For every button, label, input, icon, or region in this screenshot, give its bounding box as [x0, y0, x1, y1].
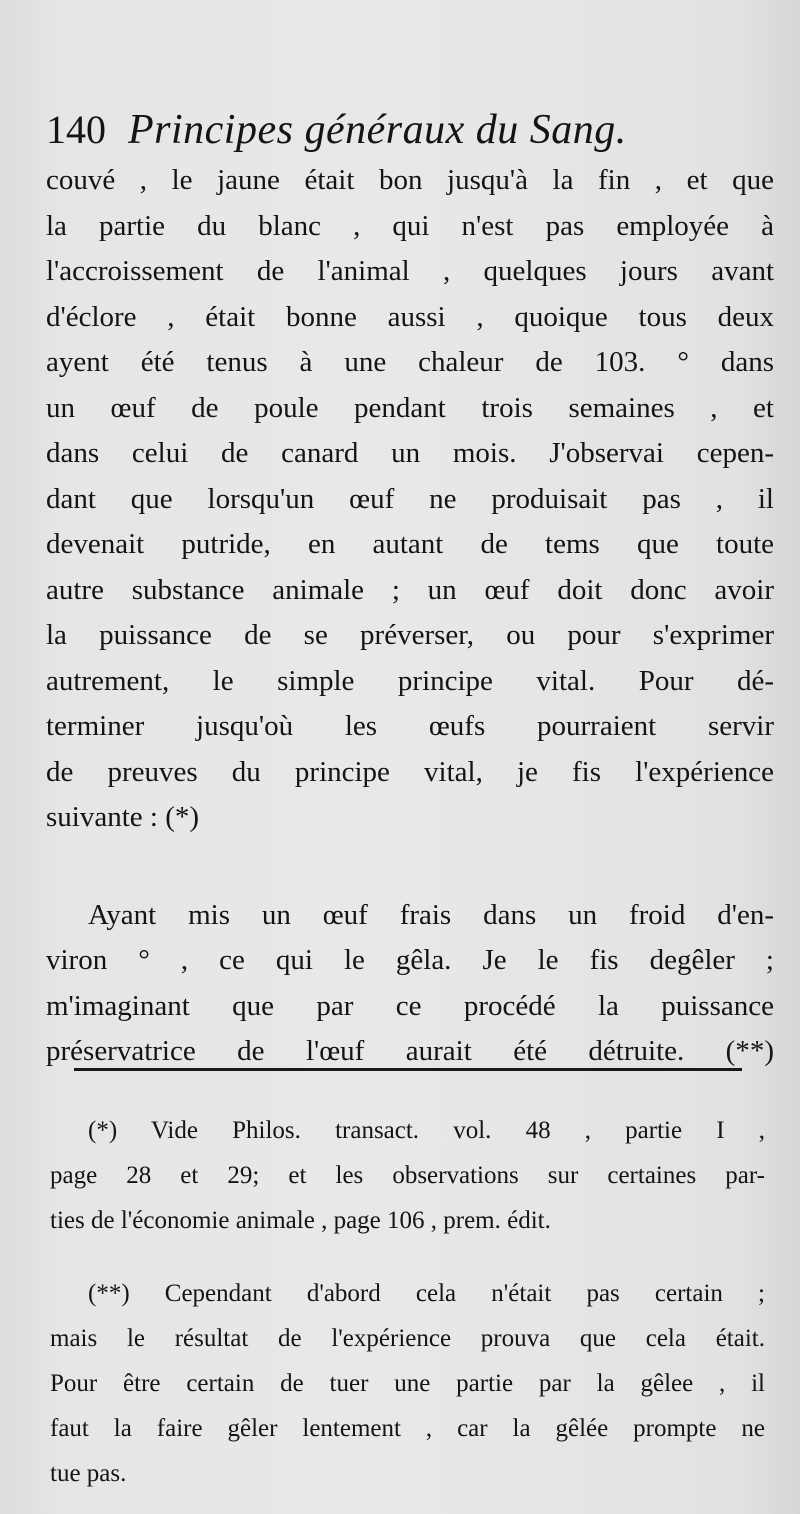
text-line: dans celui de canard un mois. J'observai cepen- [46, 437, 774, 469]
running-title: Principes généraux du Sang. [128, 107, 627, 153]
text-line: de preuves du principe vital, je fis l'expérience [46, 755, 774, 788]
page-header [46, 102, 766, 158]
footnote-line: faut la faire gêler lentement , car la gêlée prompte ne [50, 1415, 765, 1442]
main-text [46, 158, 774, 1075]
footnotes [50, 1108, 765, 1496]
text-line: la puissance de se préverser, ou pour s'exprimer [46, 619, 774, 651]
footnote-line: ties de l'économie animale , page 106 , prem. édit. [50, 1207, 551, 1234]
text-line: Ayant mis un œuf frais dans un froid d'en- [88, 898, 774, 931]
footnote-1 [50, 1108, 765, 1243]
paragraph-gap [46, 841, 774, 893]
text-line: ayent été tenus à une chaleur de 103. ° dans [46, 346, 774, 378]
footnote-line: (**) Cependant d'abord cela n'était pas certain ; [88, 1280, 765, 1307]
footnote-line: mais le résultat de l'expérience prouva que cela était. [50, 1325, 765, 1352]
text-line: d'éclore , était bonne aussi , quoique tous deux [46, 300, 774, 333]
footnote-gap [50, 1243, 765, 1271]
paragraph-1 [46, 158, 774, 841]
footnote-line: tue pas. [50, 1460, 127, 1487]
text-line: l'accroissement de l'animal , quelques jours avant [46, 255, 774, 287]
text-line: couvé , le jaune était bon jusqu'à la fin , et que [46, 164, 774, 196]
footnote-line: page 28 et 29; et les observations sur certaines par- [50, 1162, 765, 1189]
footnote-2 [50, 1271, 765, 1496]
footnote-divider [74, 1068, 742, 1071]
text-line: préservatrice de l'œuf aurait été détruite. (**) [46, 1035, 774, 1067]
text-line: viron ° , ce qui le gêla. Je le fis degêler ; [46, 944, 774, 976]
text-line: un œuf de poule pendant trois semaines , et [46, 391, 774, 424]
text-line: devenait putride, en autant de tems que toute [46, 528, 774, 560]
text-line: terminer jusqu'où les œufs pourraient servir [46, 710, 774, 742]
text-line: m'imaginant que par ce procédé la puissance [46, 989, 774, 1022]
text-line: la partie du blanc , qui n'est pas employée à [46, 209, 774, 242]
text-line: suivante : (*) [46, 801, 200, 833]
text-line: autrement, le simple principe vital. Pour dé- [46, 664, 774, 697]
text-line: autre substance animale ; un œuf doit donc avoir [46, 573, 774, 606]
page-number: 140 [46, 107, 106, 152]
footnote-line: Pour être certain de tuer une partie par la gêlee , il [50, 1370, 765, 1397]
paragraph-2 [46, 893, 774, 1075]
footnote-line: (*) Vide Philos. transact. vol. 48 , partie I , [88, 1117, 765, 1144]
text-line: dant que lorsqu'un œuf ne produisait pas , il [46, 482, 774, 515]
